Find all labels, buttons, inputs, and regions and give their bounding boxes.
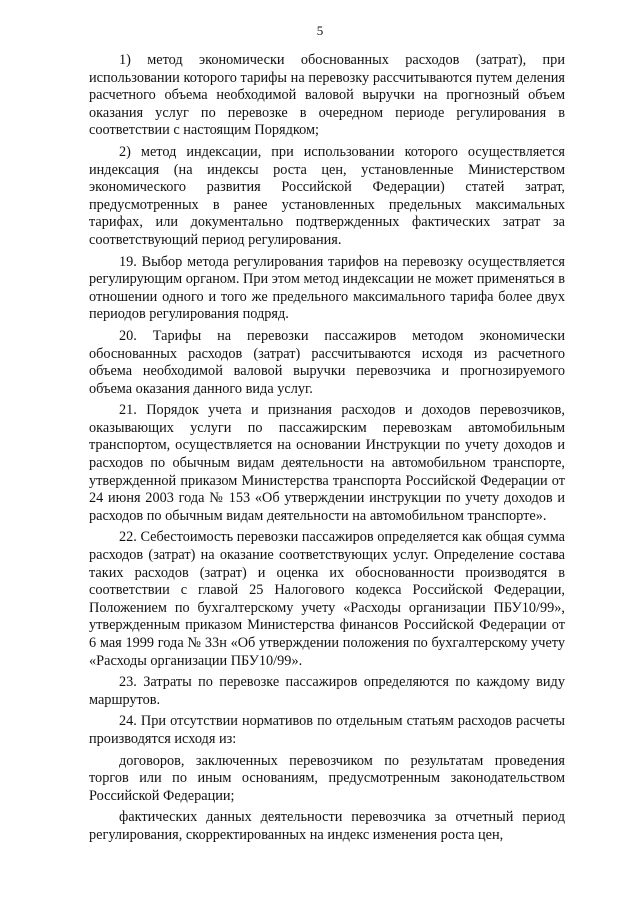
document-body (89, 52, 565, 849)
paragraph-19: 19. Выбор метода регулирования тарифов на перевозку осуществляется регулирующим органом. При этом метод индексации не может применяться в отношении одного и того же предельного максимального тарифа более двух периодов регулирования подряд. (89, 253, 565, 323)
paragraph-24: 24. При отсутствии нормативов по отдельным статьям расходов расчеты производятся исходя из: (89, 713, 565, 747)
page-number: 5 (316, 23, 324, 38)
paragraph-21: 21. Порядок учета и признания расходов и доходов перевозчиков, оказывающих услуги по пассажирским перевозкам автомобильным транспортом, осуществляется на основании Инструкции по учету доходов и расходов по обычным видам деятельности на автомобильном транспорте, утвержденной приказом Министерства транспорта Российской Федерации от 24 июня 2003 года № 153 «Об утверждении инструкции по учету доходов и расходов по обычным видам деятельности на автомобильном транспорте». (89, 402, 565, 524)
paragraph-contracts: договоров, заключенных перевозчиком по результатам проведения торгов или по иным основаниям, предусмотренным законодательством Российской Федерации; (89, 752, 565, 804)
paragraph-method-indexation: 2) метод индексации, при использовании которого осуществляется индексация (на индексы роста цен, установленные Министерством экономического развития Российской Федерации) статей затрат, предусмотренных в ранее установленных предельных максимальных тарифах, или документально подтвержденных фактических затрат за соответствующий период регулирования. (89, 143, 565, 248)
paragraph-23: 23. Затраты по перевозке пассажиров определяются по каждому виду маршрутов. (89, 674, 565, 708)
paragraph-method-economic: 1) метод экономически обоснованных расходов (затрат), при использовании которого тарифы на перевозку рассчитываются путем деления расчетного объема необходимой валовой выручки на прогнозный объем оказания услуг по перевозке в очередном периоде регулирования в соответствии с настоящим Порядком; (89, 52, 565, 139)
paragraph-20: 20. Тарифы на перевозки пассажиров методом экономически обоснованных расходов (затрат) рассчитываются исходя из расчетного объема необходимой валовой выручки перевозчика и прогнозируемого объема оказания данного вида услуг. (89, 327, 565, 397)
paragraph-actual-data: фактических данных деятельности перевозчика за отчетный период регулирования, скорректированных на индекс изменения роста цен, (89, 809, 565, 843)
paragraph-22: 22. Себестоимость перевозки пассажиров определяется как общая сумма расходов (затрат) на оказание соответствующих услуг. Определение состава таких расходов (затрат) и оценка их обоснованности производятся в соответствии с главой 25 Налогового кодекса Российской Федерации, Положением по бухгалтерскому учету «Расходы организации ПБУ10/99», утвержденным приказом Министерства финансов Российской Федерации от 6 мая 1999 года № 33н «Об утверждении положения по бухгалтерскому учету «Расходы организации ПБУ10/99». (89, 529, 565, 669)
